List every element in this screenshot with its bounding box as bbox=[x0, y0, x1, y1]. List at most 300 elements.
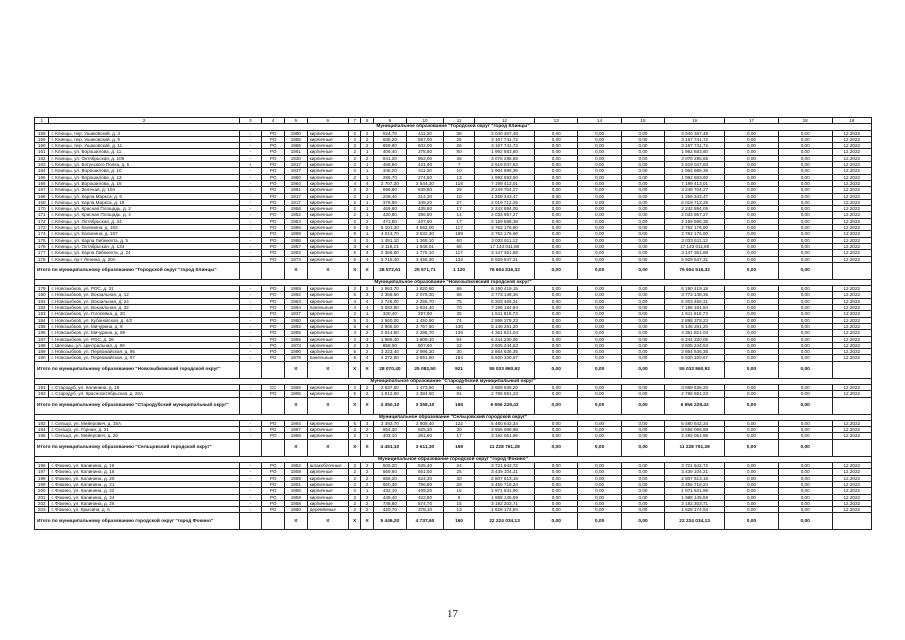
address-cell: г. Фокино, ул. Калинина, д. 22 bbox=[49, 488, 239, 494]
table-cell: 12.2022 bbox=[832, 463, 871, 469]
table-cell: 0,00 bbox=[725, 317, 779, 323]
table-cell: 2 bbox=[349, 149, 361, 155]
total-zero: 0,00 bbox=[535, 397, 578, 414]
table-cell: 411,20 bbox=[406, 130, 443, 136]
table-cell: 2 762 176,90 bbox=[475, 225, 535, 231]
table-cell: 2 898 378,23 bbox=[475, 317, 535, 323]
table-cell: 3 532,30 bbox=[406, 231, 443, 237]
table-cell: 3 455 718,24 bbox=[665, 481, 725, 487]
table-cell: 311,20 bbox=[406, 168, 443, 174]
total-x-mark: X bbox=[307, 513, 348, 530]
table-cell: 0,00 bbox=[578, 162, 621, 168]
table-cell: 0,00 bbox=[621, 243, 664, 249]
table-cell: 12.2022 bbox=[832, 488, 871, 494]
section-title: Муниципальное образование "Сельцовский городской округ" bbox=[35, 414, 872, 420]
table-cell: 0,00 bbox=[725, 391, 779, 397]
table-cell: 1959 bbox=[285, 494, 308, 500]
table-cell: 0,00 bbox=[578, 243, 621, 249]
table-cell: 12.2022 bbox=[832, 342, 871, 348]
table-cell: 2 864 636,35 bbox=[665, 349, 725, 355]
table-cell: 0,00 bbox=[535, 507, 578, 513]
table-cell: 3 167 741,72 bbox=[475, 143, 535, 149]
table-cell: 38 bbox=[444, 130, 475, 136]
total-zero: 0,00 bbox=[621, 439, 664, 456]
table-cell: - bbox=[239, 174, 262, 180]
table-cell: 187 bbox=[35, 336, 49, 342]
table-cell: 0,00 bbox=[535, 206, 578, 212]
table-cell: - bbox=[239, 469, 262, 475]
table-cell: 17 bbox=[444, 206, 475, 212]
table-cell: 2 bbox=[349, 500, 361, 506]
table-cell: 1 bbox=[361, 174, 373, 180]
table-cell: 2 544,30 bbox=[406, 180, 443, 186]
table-cell: 12.2022 bbox=[832, 199, 871, 205]
table-cell: РО bbox=[262, 355, 285, 361]
table-cell: 191 bbox=[35, 384, 49, 390]
table-cell: РО bbox=[262, 149, 285, 155]
table-cell: 0,00 bbox=[535, 298, 578, 304]
table-cell: 0,00 bbox=[621, 481, 664, 487]
table-cell: - bbox=[239, 206, 262, 212]
table-cell: 12.2022 bbox=[832, 349, 871, 355]
total-x-mark: X bbox=[307, 397, 348, 414]
table-cell: 0,00 bbox=[578, 187, 621, 193]
table-cell: 2 bbox=[349, 168, 361, 174]
table-cell: РО bbox=[262, 420, 285, 426]
table-cell: 1 bbox=[361, 149, 373, 155]
table-cell: 659,80 bbox=[373, 143, 406, 149]
total-zero: 0,00 bbox=[621, 513, 664, 530]
table-cell: 0,00 bbox=[725, 507, 779, 513]
table-cell: 1 964 986,36 bbox=[665, 168, 725, 174]
table-cell: 25 bbox=[444, 136, 475, 142]
table-cell: - bbox=[239, 391, 262, 397]
table-cell: 3 bbox=[361, 292, 373, 298]
table-cell: кирпичные bbox=[307, 149, 348, 155]
table-cell: 1951 bbox=[285, 481, 308, 487]
table-cell: РО bbox=[262, 494, 285, 500]
table-cell: 0,00 bbox=[621, 494, 664, 500]
table-cell: 274,50 bbox=[406, 174, 443, 180]
table-cell: РО bbox=[262, 433, 285, 439]
table-cell: 2 537,50 bbox=[373, 384, 406, 390]
table-cell: 0,00 bbox=[778, 507, 832, 513]
table-cell: 12.2022 bbox=[832, 507, 871, 513]
address-cell: г. Сельцо, ул. Горная, д. 31 bbox=[49, 427, 239, 433]
table-cell: 0,00 bbox=[535, 149, 578, 155]
address-cell: г. Клинцы, ул. Карла Маркса, д. 6 bbox=[49, 193, 239, 199]
table-cell: 796,80 bbox=[406, 481, 443, 487]
table-cell: 0,00 bbox=[778, 168, 832, 174]
total-x-mark: X bbox=[361, 262, 373, 279]
table-cell: 1952 bbox=[285, 463, 308, 469]
table-cell: 195 bbox=[35, 433, 49, 439]
table-cell: 0,00 bbox=[535, 225, 578, 231]
table-cell: 0,00 bbox=[621, 349, 664, 355]
total-area: 5 446,20 bbox=[373, 513, 406, 530]
table-cell: 2 bbox=[349, 206, 361, 212]
total-residents: 169 bbox=[444, 439, 475, 456]
table-cell: 0,00 bbox=[778, 488, 832, 494]
table-cell: 1992 bbox=[285, 292, 308, 298]
table-cell: 0,00 bbox=[725, 243, 779, 249]
table-cell: 0,00 bbox=[621, 136, 664, 142]
table-cell: 0,00 bbox=[725, 330, 779, 336]
address-cell: г. Фокино, ул. Крысина, д. 5 bbox=[49, 507, 239, 513]
table-cell: кирпичные bbox=[307, 218, 348, 224]
table-cell: 2 bbox=[349, 155, 361, 161]
table-cell: кирпичные bbox=[307, 193, 348, 199]
table-cell: 0,00 bbox=[578, 155, 621, 161]
table-cell: 1958 bbox=[285, 500, 308, 506]
table-cell: 12.2022 bbox=[832, 427, 871, 433]
table-cell: - bbox=[239, 130, 262, 136]
total-x-mark: X bbox=[361, 361, 373, 378]
table-cell: 12.2022 bbox=[832, 149, 871, 155]
table-cell: 0,00 bbox=[725, 355, 779, 361]
table-cell: 0,00 bbox=[621, 323, 664, 329]
table-cell: 0,00 bbox=[621, 231, 664, 237]
table-cell: 2 bbox=[349, 433, 361, 439]
table-cell: 0,00 bbox=[621, 225, 664, 231]
table-cell: 2 bbox=[361, 130, 373, 136]
table-cell: 0,00 bbox=[535, 218, 578, 224]
table-cell: 1917 bbox=[285, 193, 308, 199]
table-cell: 2 bbox=[349, 494, 361, 500]
table-cell bbox=[239, 397, 262, 414]
table-cell: 12.2022 bbox=[832, 292, 871, 298]
table-cell: 1 560,00 bbox=[373, 317, 406, 323]
table-cell: 2 965,00 bbox=[373, 323, 406, 329]
table-cell: 5 480 642,34 bbox=[665, 420, 725, 426]
table-cell: РО bbox=[262, 256, 285, 262]
table-cell: 409,20 bbox=[406, 488, 443, 494]
address-cell: г. Фокино, ул. Калинина, д. 18 bbox=[49, 469, 239, 475]
table-cell: РО bbox=[262, 305, 285, 311]
table-cell: 1937 bbox=[285, 311, 308, 317]
table-cell: 3 249 704,27 bbox=[665, 187, 725, 193]
table-cell: 468,60 bbox=[373, 162, 406, 168]
table-cell: 1995 bbox=[285, 391, 308, 397]
address-cell: г. Стародуб, ул. Калинина, д. 19 bbox=[49, 384, 239, 390]
table-cell: РО bbox=[262, 143, 285, 149]
table-cell: 0,00 bbox=[778, 420, 832, 426]
table-cell: 2 366,60 bbox=[373, 250, 406, 256]
total-sum: 55 033 860,92 bbox=[665, 361, 725, 378]
table-cell: 130 bbox=[444, 323, 475, 329]
table-cell: - bbox=[239, 317, 262, 323]
table-cell: 0,00 bbox=[725, 311, 779, 317]
table-cell: кирпичные bbox=[307, 168, 348, 174]
table-cell: 3 891,90 bbox=[406, 355, 443, 361]
table-cell: 12.2022 bbox=[832, 481, 871, 487]
column-number: 1 bbox=[35, 118, 49, 124]
table-cell: 186 bbox=[35, 330, 49, 336]
total-row bbox=[35, 439, 872, 456]
total-zero: 0,00 bbox=[621, 397, 664, 414]
table-cell: 0,00 bbox=[535, 475, 578, 481]
table-cell: 0,00 bbox=[535, 168, 578, 174]
address-cell: г. Фокино, ул. Калинина, д. 26 bbox=[49, 500, 239, 506]
table-cell: 12.2022 bbox=[832, 317, 871, 323]
table-cell: 0,00 bbox=[778, 250, 832, 256]
table-cell: 1952 bbox=[285, 212, 308, 218]
address-cell: г. Клинцы, пр-т Ленина, д. 20А bbox=[49, 256, 239, 262]
table-cell: 5 bbox=[349, 323, 361, 329]
table-cell: 0,00 bbox=[535, 286, 578, 292]
total-area: 4 350,10 bbox=[373, 397, 406, 414]
table-cell: 162 bbox=[35, 155, 49, 161]
table-cell: 74 bbox=[444, 317, 475, 323]
table-cell: 4 bbox=[349, 330, 361, 336]
table-cell: 941,20 bbox=[373, 155, 406, 161]
total-x-mark: X bbox=[307, 439, 348, 456]
total-sum: 22 224 034,13 bbox=[665, 513, 725, 530]
table-cell: 0,00 bbox=[578, 218, 621, 224]
table-cell: 214,30 bbox=[406, 193, 443, 199]
table-cell: 56 bbox=[444, 292, 475, 298]
table-cell: 1 820,80 bbox=[406, 286, 443, 292]
table-cell: 524,70 bbox=[373, 130, 406, 136]
table-cell: 3 605 244,53 bbox=[475, 342, 535, 348]
table-cell: 0,00 bbox=[578, 349, 621, 355]
table-cell: - bbox=[239, 420, 262, 426]
address-cell: г. Новозыбков, ул. Первомайская, д. 95 bbox=[49, 349, 239, 355]
table-cell: 0,00 bbox=[535, 342, 578, 348]
table-cell: 0,00 bbox=[578, 256, 621, 262]
table-cell: 639,80 bbox=[406, 187, 443, 193]
table-cell: 1 bbox=[361, 206, 373, 212]
table-cell: 202 bbox=[35, 500, 49, 506]
table-cell: - bbox=[239, 330, 262, 336]
table-cell bbox=[832, 513, 871, 530]
table-cell: 12.2022 bbox=[832, 130, 871, 136]
table-cell bbox=[262, 361, 285, 378]
table-cell: 1 628 174,94 bbox=[665, 507, 725, 513]
table-cell: 3 192 203,71 bbox=[475, 500, 535, 506]
table-cell: 2 358,80 bbox=[373, 292, 406, 298]
table-cell: кирпичные bbox=[307, 420, 348, 426]
table-cell: 5 920 100,67 bbox=[665, 355, 725, 361]
table-cell: 0,00 bbox=[578, 206, 621, 212]
table-cell: РО bbox=[262, 155, 285, 161]
table-cell: 0,00 bbox=[778, 218, 832, 224]
table-cell: 0,00 bbox=[725, 298, 779, 304]
table-cell: 3 456,30 bbox=[406, 256, 443, 262]
table-cell: 381,60 bbox=[406, 433, 443, 439]
table-cell: 183 bbox=[35, 311, 49, 317]
table-cell: 2 116,21 bbox=[373, 243, 406, 249]
table-cell: РО bbox=[262, 212, 285, 218]
table-cell: 176 bbox=[35, 243, 49, 249]
table-cell: 668,20 bbox=[373, 475, 406, 481]
table-cell: 0,00 bbox=[578, 427, 621, 433]
total-zero: 0,00 bbox=[535, 439, 578, 456]
address-cell: г. Сельцо, ул. Мейерович, д. 20 bbox=[49, 433, 239, 439]
table-cell: РО bbox=[262, 168, 285, 174]
table-cell: 0,00 bbox=[621, 149, 664, 155]
table-cell: 0,00 bbox=[778, 298, 832, 304]
table-cell: 0,00 bbox=[535, 336, 578, 342]
table-cell: 3 773 148,36 bbox=[475, 292, 535, 298]
table-cell: 0,00 bbox=[621, 168, 664, 174]
table-cell: 0,00 bbox=[535, 420, 578, 426]
table-cell: кирпичные bbox=[307, 317, 348, 323]
table-cell: шлакоблочные bbox=[307, 463, 348, 469]
table-cell: 0,00 bbox=[535, 317, 578, 323]
table-cell: 2 bbox=[361, 469, 373, 475]
table-cell: 12.2022 bbox=[832, 286, 871, 292]
table-cell: 807,60 bbox=[406, 342, 443, 348]
table-cell: кирпичные bbox=[307, 292, 348, 298]
table-cell: 30 bbox=[444, 475, 475, 481]
table-cell: 1992 bbox=[285, 323, 308, 329]
table-cell: 12.2022 bbox=[832, 187, 871, 193]
table-cell: кирпичные bbox=[307, 180, 348, 186]
table-cell: деревянные bbox=[307, 507, 348, 513]
table-cell: 0,00 bbox=[621, 384, 664, 390]
table-cell: - bbox=[239, 193, 262, 199]
table-cell: кирпичные bbox=[307, 427, 348, 433]
table-cell: 2 bbox=[361, 317, 373, 323]
table-cell: 7 196 184,84 bbox=[665, 305, 725, 311]
table-cell: 1995 bbox=[285, 330, 308, 336]
total-living-area: 25 571,71 bbox=[406, 262, 443, 279]
table-cell: 12.2022 bbox=[832, 420, 871, 426]
total-residents: 921 bbox=[444, 361, 475, 378]
table-cell: 188 bbox=[35, 342, 49, 348]
total-label: Итого по муниципальному образованию "Стародубский муниципальный округ" bbox=[35, 397, 240, 414]
table-cell: 3 bbox=[361, 342, 373, 348]
table-cell: 2 bbox=[349, 136, 361, 142]
table-cell: 406,40 bbox=[373, 149, 406, 155]
table-cell: РО bbox=[262, 330, 285, 336]
table-cell: - bbox=[239, 155, 262, 161]
table-cell: 7 bbox=[444, 162, 475, 168]
table-cell: кирпичные bbox=[307, 212, 348, 218]
table-cell: 12.2022 bbox=[832, 136, 871, 142]
table-cell: 3 147 361,88 bbox=[665, 250, 725, 256]
table-cell: 4 272,90 bbox=[373, 355, 406, 361]
table-cell: 179 bbox=[35, 286, 49, 292]
table-cell: 2 726,00 bbox=[373, 298, 406, 304]
table-cell: 0,00 bbox=[725, 136, 779, 142]
table-cell: 0,00 bbox=[535, 231, 578, 237]
table-cell: 0,00 bbox=[621, 355, 664, 361]
table-cell: 1 992 683,60 bbox=[475, 174, 535, 180]
table-cell: 13 bbox=[444, 174, 475, 180]
table-cell: 189 bbox=[444, 231, 475, 237]
table-cell: 5 bbox=[349, 250, 361, 256]
table-cell: 396,80 bbox=[406, 212, 443, 218]
table-cell: 469,60 bbox=[373, 206, 406, 212]
table-cell: 2 bbox=[361, 143, 373, 149]
address-cell: г. Новозыбков, ул. Вокзальная, д. 24 bbox=[49, 298, 239, 304]
table-cell: 0,00 bbox=[725, 469, 779, 475]
total-sum: 11 228 761,28 bbox=[665, 439, 725, 456]
total-row bbox=[35, 262, 872, 279]
table-cell: кирпичные bbox=[307, 155, 348, 161]
table-cell: 1956 bbox=[285, 206, 308, 212]
table-cell: 330,40 bbox=[373, 311, 406, 317]
table-cell: 1 bbox=[361, 212, 373, 218]
total-area: 4 451,10 bbox=[373, 439, 406, 456]
table-cell: 10 bbox=[444, 168, 475, 174]
total-zero: 0,00 bbox=[535, 262, 578, 279]
table-cell: РО bbox=[262, 187, 285, 193]
table-cell: - bbox=[239, 475, 262, 481]
table-cell: 13 bbox=[444, 507, 475, 513]
table-cell: 1982 bbox=[285, 250, 308, 256]
table-cell: 1956 bbox=[285, 433, 308, 439]
table-cell: - bbox=[239, 323, 262, 329]
table-cell: 23 bbox=[444, 342, 475, 348]
table-cell: 159 bbox=[35, 136, 49, 142]
table-cell: - bbox=[239, 256, 262, 262]
table-cell: 236,40 bbox=[373, 193, 406, 199]
table-cell: 175 bbox=[35, 237, 49, 243]
table-cell: 2 bbox=[361, 463, 373, 469]
table-cell: 30 bbox=[444, 349, 475, 355]
table-cell: 1980 bbox=[285, 130, 308, 136]
table-cell: 0,00 bbox=[621, 475, 664, 481]
table-cell: 2 bbox=[361, 218, 373, 224]
table-cell: 0,00 bbox=[725, 349, 779, 355]
table-cell: 0,00 bbox=[578, 250, 621, 256]
table-cell: РО bbox=[262, 469, 285, 475]
address-cell: г. Клинцы, ул. Карла Либкнехта, д. 5 bbox=[49, 237, 239, 243]
table-cell: РО bbox=[262, 342, 285, 348]
table-cell: 199 bbox=[35, 481, 49, 487]
table-cell: кирпичные bbox=[307, 488, 348, 494]
address-cell: г. Стародуб, ул. Краснооктябрьская, д. 20А bbox=[49, 391, 239, 397]
total-zero: 0,00 bbox=[578, 361, 621, 378]
table-cell: 172 bbox=[35, 218, 49, 224]
table-cell: 625,30 bbox=[406, 427, 443, 433]
table-cell: 0,00 bbox=[778, 463, 832, 469]
table-cell: СС bbox=[262, 384, 285, 390]
table-cell: 0,00 bbox=[725, 206, 779, 212]
table-cell: 0,00 bbox=[621, 212, 664, 218]
table-cell: 3 bbox=[349, 243, 361, 249]
total-zero: 0,00 bbox=[778, 262, 832, 279]
table-cell: 297,90 bbox=[406, 311, 443, 317]
table-cell: кирпичные bbox=[307, 286, 348, 292]
column-number: 9 bbox=[373, 118, 406, 124]
table-cell: 0,00 bbox=[778, 206, 832, 212]
address-cell: г. Клинцы, ул. Калинина, д. 153 bbox=[49, 225, 239, 231]
table-cell: 0,00 bbox=[778, 433, 832, 439]
table-cell: 0,00 bbox=[535, 355, 578, 361]
table-cell: 0,00 bbox=[778, 336, 832, 342]
table-cell: 194 bbox=[35, 427, 49, 433]
address-cell: г. Фокино, ул. Калинина, д. 16 bbox=[49, 463, 239, 469]
table-cell: кирпичные bbox=[307, 433, 348, 439]
table-cell: кирпичные bbox=[307, 336, 348, 342]
table-cell: - bbox=[239, 355, 262, 361]
table-cell: 0,00 bbox=[778, 237, 832, 243]
table-cell: 345,20 bbox=[373, 168, 406, 174]
table-cell: кирпичные bbox=[307, 174, 348, 180]
table-cell: 2 614,90 bbox=[373, 330, 406, 336]
table-cell: 1 946,01 bbox=[406, 243, 443, 249]
total-label: Итого по муниципальному образованию "Городской округ "город Клинцы" bbox=[35, 262, 240, 279]
table-cell: 0,00 bbox=[578, 463, 621, 469]
table-cell: 0,00 bbox=[778, 143, 832, 149]
table-cell: - bbox=[239, 336, 262, 342]
table-cell: 180 bbox=[35, 292, 49, 298]
table-cell: 12.2022 bbox=[832, 475, 871, 481]
